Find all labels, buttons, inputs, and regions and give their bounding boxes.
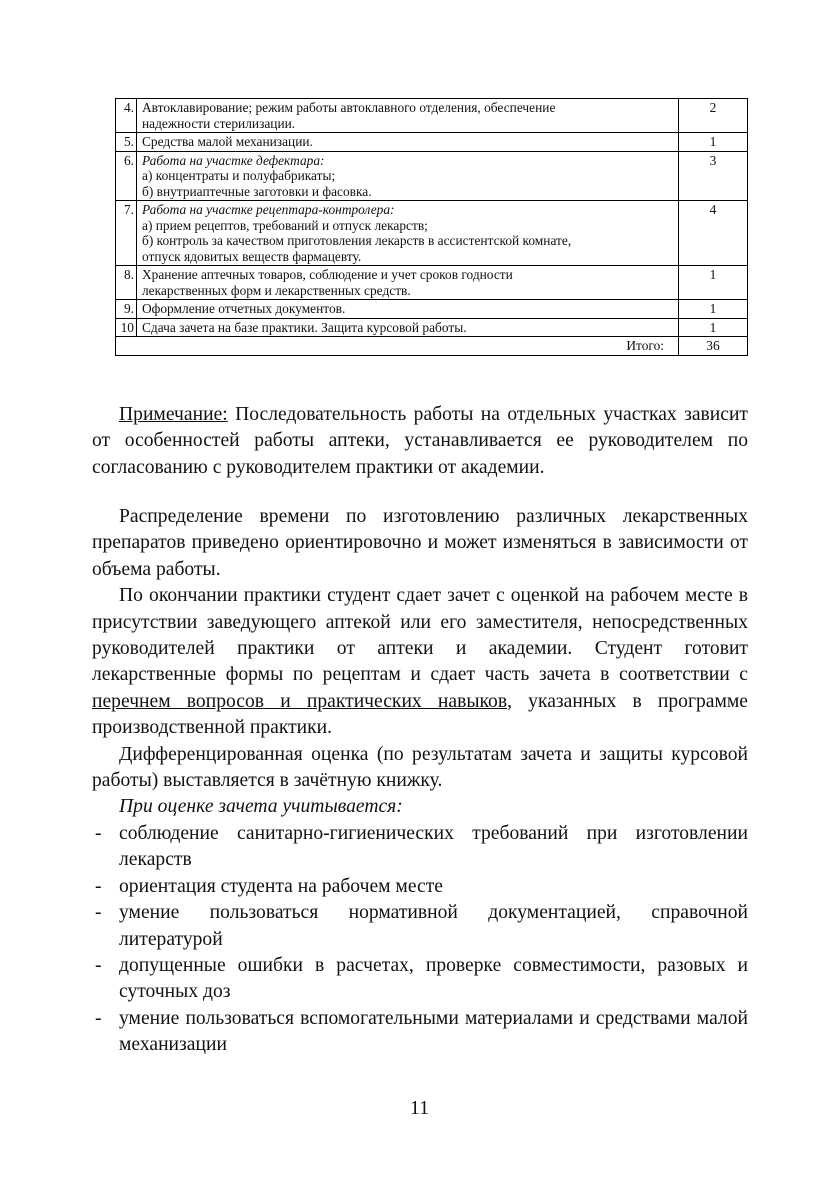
table-row (116, 151, 748, 201)
main-text (92, 504, 748, 1059)
criteria-heading: При оценке зачета учитывается: (119, 796, 403, 818)
list-item-text: допущенные ошибки в расчетах, проверке совместимости, разовых и суточных доз (119, 954, 748, 1003)
paragraph-exam-end: , указанных в программе производственной практики. (92, 690, 748, 739)
list-item (92, 953, 748, 1006)
note-block (92, 402, 748, 481)
row-topic (137, 266, 679, 300)
page-number: 11 (409, 1097, 430, 1119)
table-row (116, 201, 748, 266)
row-number: 6. (116, 151, 137, 201)
total-value: 36 (679, 337, 748, 356)
row-topic-line: Сдача зачета на базе практики. Защита курсовой работы. (142, 319, 467, 335)
list-item (92, 821, 748, 874)
row-topic (137, 99, 679, 133)
row-topic (137, 151, 679, 201)
note-paragraph (92, 402, 748, 481)
list-item-text: соблюдение санитарно-гигиенических требований при изготовлении лекарств (119, 822, 748, 871)
row-hours: 1 (679, 133, 748, 152)
row-number: 7. (116, 201, 137, 266)
row-number: 8. (116, 266, 137, 300)
row-topic-line: Средства малой механизации. (142, 134, 313, 149)
list-dash: - (95, 822, 102, 844)
row-number: 10 (116, 318, 137, 337)
list-item (92, 1006, 748, 1059)
row-topic-line: а) прием рецептов, требований и отпуск лекарств; (142, 217, 428, 233)
row-topic (137, 318, 679, 337)
list-dash: - (95, 902, 102, 924)
list-item-text: умение пользоваться нормативной документацией, справочной литературой (119, 902, 748, 950)
schedule-body (116, 99, 748, 337)
row-topic-line: б) контроль за качеством приготовления лекарств в ассистентской комнате, (142, 233, 572, 248)
note-label: Примечание: (119, 404, 228, 425)
row-topic-line: Оформление отчетных документов. (142, 301, 346, 316)
row-number: 5. (116, 133, 137, 152)
table-row (116, 300, 748, 319)
row-topic-line: отпуск ядовитых веществ фармацевту. (142, 248, 362, 264)
row-hours: 1 (679, 266, 748, 300)
row-topic (137, 201, 679, 266)
table-row (116, 318, 748, 337)
row-topic (137, 133, 679, 152)
row-topic-line: Хранение аптечных товаров, соблюдение и учет сроков годности (142, 267, 513, 282)
list-dash: - (95, 875, 102, 897)
row-hours: 4 (679, 201, 748, 266)
paragraph-time-distribution: Распределение времени по изготовлению различных лекарственных препаратов приведено ориентировочно и может изменяться в зависимости от объема работы. (92, 506, 748, 580)
row-topic-title: Работа на участке рецептара-контролера: (142, 202, 395, 217)
row-hours: 1 (679, 318, 748, 337)
row-hours: 3 (679, 151, 748, 201)
criteria-list (92, 821, 748, 1059)
list-item (92, 874, 748, 900)
paragraph-exam (92, 583, 748, 741)
table-row (116, 133, 748, 152)
total-label: Итого: (116, 337, 679, 356)
list-item (92, 900, 748, 953)
row-topic (137, 300, 679, 319)
questions-list-reference: перечнем вопросов и практических навыков (92, 690, 508, 712)
row-topic-line: а) концентраты и полуфабрикаты; (142, 168, 336, 183)
list-dash: - (95, 1007, 102, 1029)
row-hours: 1 (679, 300, 748, 319)
row-topic-line: надежности стерилизации. (142, 115, 296, 131)
row-number: 4. (116, 99, 137, 133)
note-text: Последовательность работы на отдельных участках зависит от особенностей работы аптеки, устанавливается ее руководителем по согласованию с руководителем практики от академии. (92, 404, 748, 478)
paragraph-grade: Дифференцированная оценка (по результатам зачета и защиты курсовой работы) выставляется в зачётную книжку. (92, 743, 748, 792)
table-row (116, 266, 748, 300)
row-topic-line: б) внутриаптечные заготовки и фасовка. (142, 183, 372, 199)
row-hours: 2 (679, 99, 748, 133)
list-item-text: умение пользоваться вспомогательными материалами и средствами малой механизации (119, 1007, 748, 1056)
row-topic-line: Автоклавирование; режим работы автоклавного отделения, обеспечение (142, 100, 556, 115)
row-topic-line: лекарственных форм и лекарственных средств. (142, 282, 411, 298)
list-dash: - (95, 954, 102, 976)
practice-schedule-table (115, 98, 748, 356)
total-row (116, 337, 748, 356)
list-item-text: ориентация студента на рабочем месте (119, 875, 443, 897)
paragraph-exam-start: По окончании практики студент сдает зачет с оценкой на рабочем месте в присутствии заведующего аптекой или его заместителя, непосредственных руководителей практики от аптеки и академии. Студент готовит лекарственные формы по рецептам и сдает часть зачета в соответствии с (92, 585, 748, 686)
row-number: 9. (116, 300, 137, 319)
row-topic-title: Работа на участке дефектара: (142, 152, 325, 168)
table-row (116, 99, 748, 133)
